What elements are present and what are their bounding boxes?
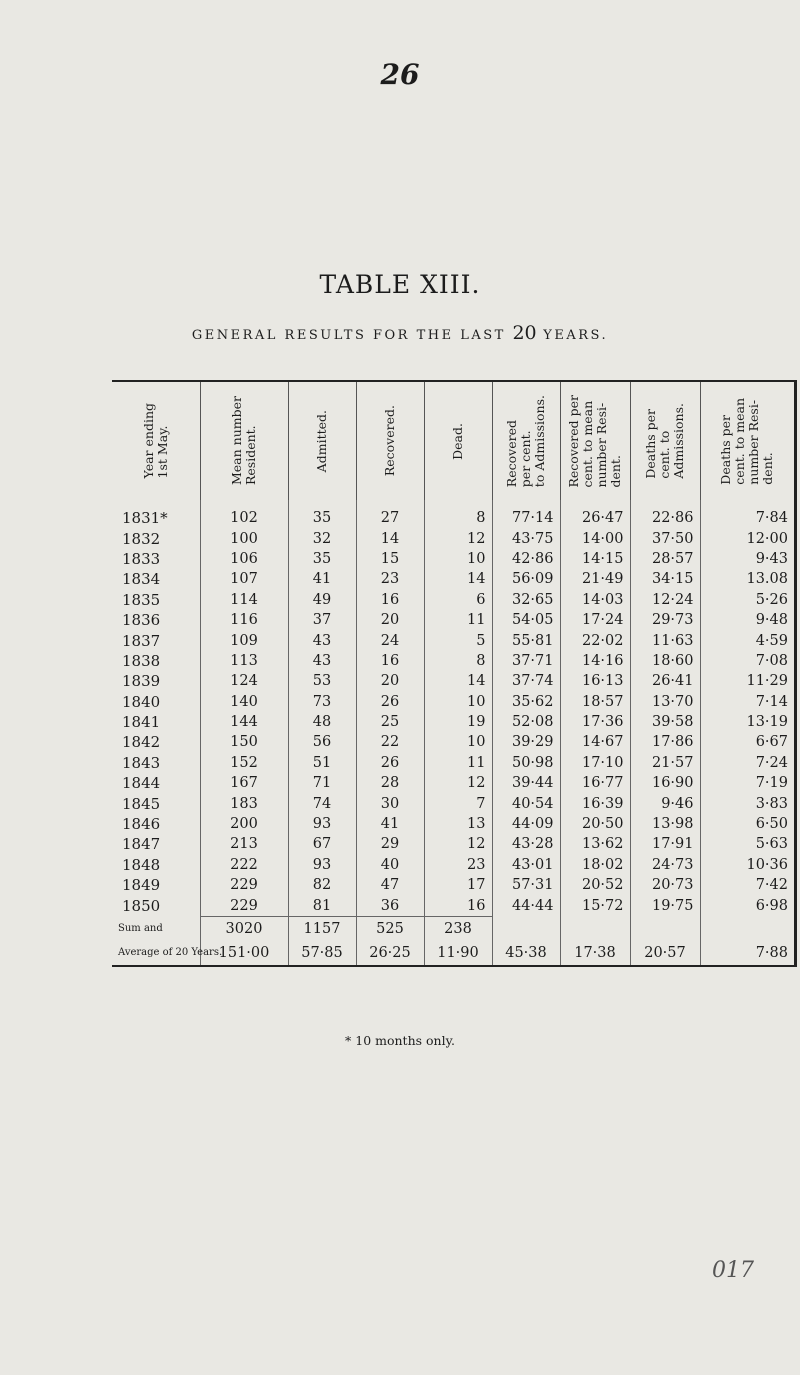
column-header: Recovered per cent. to mean number Resi- dent. xyxy=(560,382,630,500)
table-title: TABLE XIII. xyxy=(319,270,481,299)
year-cell: 1847 xyxy=(122,835,161,854)
value-cell: 73 xyxy=(288,692,356,712)
value-cell: 106 xyxy=(200,549,288,569)
value-cell: 20·50 xyxy=(560,814,630,834)
value-cell: 16·39 xyxy=(560,793,630,813)
value-cell: 35 xyxy=(288,549,356,569)
value-cell: 200 xyxy=(200,814,288,834)
value-cell: 25 xyxy=(356,712,424,732)
footnote: * 10 months only. xyxy=(345,1033,455,1048)
value-cell: 14·16 xyxy=(560,651,630,671)
value-cell: 93 xyxy=(288,814,356,834)
year-cell: 1842 xyxy=(122,733,161,752)
value-cell: 10 xyxy=(424,549,492,569)
value-cell: 71 xyxy=(288,773,356,793)
year-cell: 1849 xyxy=(122,876,161,895)
value-cell: 22·86 xyxy=(630,500,700,528)
value-cell: 29·73 xyxy=(630,610,700,630)
value-cell: 24·73 xyxy=(630,855,700,875)
handwritten-mark: 017 xyxy=(712,1258,754,1283)
value-cell: 19 xyxy=(424,712,492,732)
value-cell: 114 xyxy=(200,590,288,610)
value-cell: 56 xyxy=(288,732,356,752)
subtitle-prefix: GENERAL RESULTS FOR THE LAST xyxy=(191,328,506,343)
table-row xyxy=(112,875,794,895)
value-cell: 13·70 xyxy=(630,692,700,712)
value-cell: 9·43 xyxy=(700,549,794,569)
value-cell: 109 xyxy=(200,630,288,650)
value-cell: 107 xyxy=(200,569,288,589)
value-cell: 17·91 xyxy=(630,834,700,854)
value-cell: 81 xyxy=(288,895,356,916)
value-cell: 55·81 xyxy=(492,630,560,650)
value-cell: 7·84 xyxy=(700,500,794,528)
value-cell: 14·15 xyxy=(560,549,630,569)
value-cell: 74 xyxy=(288,793,356,813)
average-value: 151·00 xyxy=(200,941,288,965)
value-cell: 7·42 xyxy=(700,875,794,895)
value-cell: 6·67 xyxy=(700,732,794,752)
value-cell: 229 xyxy=(200,875,288,895)
year-cell: 1832 xyxy=(122,529,161,548)
year-cell: 1840 xyxy=(122,692,161,711)
table-row xyxy=(112,793,794,813)
value-cell: 13·98 xyxy=(630,814,700,834)
sum-value: 238 xyxy=(424,916,492,941)
table-row xyxy=(112,590,794,610)
column-header: Admitted. xyxy=(288,382,356,500)
value-cell: 222 xyxy=(200,855,288,875)
table-row xyxy=(112,692,794,712)
value-cell: 6·50 xyxy=(700,814,794,834)
average-value: 20·57 xyxy=(630,941,700,965)
value-cell: 26·47 xyxy=(560,500,630,528)
subtitle-suffix: YEARS. xyxy=(543,328,609,343)
value-cell: 29 xyxy=(356,834,424,854)
value-cell: 144 xyxy=(200,712,288,732)
value-cell: 37·50 xyxy=(630,528,700,548)
value-cell: 43·28 xyxy=(492,834,560,854)
value-cell: 8 xyxy=(424,500,492,528)
value-cell: 116 xyxy=(200,610,288,630)
value-cell: 50·98 xyxy=(492,753,560,773)
table-row xyxy=(112,630,794,650)
value-cell: 20·52 xyxy=(560,875,630,895)
year-cell: 1848 xyxy=(122,855,161,874)
table-row xyxy=(112,855,794,875)
value-cell: 13·62 xyxy=(560,834,630,854)
value-cell: 41 xyxy=(356,814,424,834)
value-cell: 35·62 xyxy=(492,692,560,712)
table-row xyxy=(112,814,794,834)
column-header: Mean number Resident. xyxy=(200,382,288,500)
table-row xyxy=(112,549,794,569)
value-cell: 16 xyxy=(356,651,424,671)
value-cell: 82 xyxy=(288,875,356,895)
value-cell: 14 xyxy=(424,569,492,589)
table-row xyxy=(112,732,794,752)
value-cell: 12·00 xyxy=(700,528,794,548)
value-cell: 4·59 xyxy=(700,630,794,650)
value-cell: 47 xyxy=(356,875,424,895)
value-cell: 12 xyxy=(424,773,492,793)
year-cell: 1833 xyxy=(122,549,161,568)
column-header: Dead. xyxy=(424,382,492,500)
table-row xyxy=(112,569,794,589)
value-cell: 11 xyxy=(424,610,492,630)
results-table-frame xyxy=(112,380,797,967)
value-cell: 12·24 xyxy=(630,590,700,610)
average-value: 57·85 xyxy=(288,941,356,965)
value-cell: 102 xyxy=(200,500,288,528)
value-cell: 14·67 xyxy=(560,732,630,752)
value-cell: 43·01 xyxy=(492,855,560,875)
value-cell: 12 xyxy=(424,834,492,854)
value-cell: 9·48 xyxy=(700,610,794,630)
value-cell: 52·08 xyxy=(492,712,560,732)
value-cell: 20·73 xyxy=(630,875,700,895)
value-cell: 3·83 xyxy=(700,793,794,813)
year-cell: 1837 xyxy=(122,631,161,650)
year-cell: 1836 xyxy=(122,611,161,630)
sum-value: 3020 xyxy=(200,916,288,941)
value-cell: 229 xyxy=(200,895,288,916)
average-value: 26·25 xyxy=(356,941,424,965)
table-row xyxy=(112,773,794,793)
table-row xyxy=(112,712,794,732)
average-value: 17·38 xyxy=(560,941,630,965)
value-cell: 40 xyxy=(356,855,424,875)
value-cell: 37·74 xyxy=(492,671,560,691)
value-cell: 9·46 xyxy=(630,793,700,813)
value-cell: 17·10 xyxy=(560,753,630,773)
year-cell: 1850 xyxy=(122,896,161,915)
value-cell: 28·57 xyxy=(630,549,700,569)
value-cell: 5·26 xyxy=(700,590,794,610)
sum-value: 525 xyxy=(356,916,424,941)
value-cell: 183 xyxy=(200,793,288,813)
value-cell: 43 xyxy=(288,651,356,671)
value-cell: 26 xyxy=(356,753,424,773)
value-cell: 14 xyxy=(356,528,424,548)
value-cell: 51 xyxy=(288,753,356,773)
value-cell: 18·02 xyxy=(560,855,630,875)
value-cell: 10 xyxy=(424,732,492,752)
value-cell: 100 xyxy=(200,528,288,548)
value-cell: 57·31 xyxy=(492,875,560,895)
average-row xyxy=(112,941,794,965)
value-cell: 213 xyxy=(200,834,288,854)
table-body xyxy=(112,500,794,916)
value-cell: 21·57 xyxy=(630,753,700,773)
results-table xyxy=(112,382,794,965)
value-cell: 18·57 xyxy=(560,692,630,712)
value-cell: 5 xyxy=(424,630,492,650)
column-header: Deaths per cent. to Admissions. xyxy=(630,382,700,500)
value-cell: 22 xyxy=(356,732,424,752)
year-cell: 1843 xyxy=(122,753,161,772)
value-cell: 39·58 xyxy=(630,712,700,732)
column-header: Year ending 1st May. xyxy=(140,403,170,479)
value-cell: 56·09 xyxy=(492,569,560,589)
value-cell: 140 xyxy=(200,692,288,712)
table-row xyxy=(112,610,794,630)
value-cell: 14·03 xyxy=(560,590,630,610)
average-value: 11·90 xyxy=(424,941,492,965)
table-row xyxy=(112,500,794,528)
value-cell: 39·44 xyxy=(492,773,560,793)
column-header: Deaths per cent. to mean number Resi- dent. xyxy=(700,382,794,500)
value-cell: 5·63 xyxy=(700,834,794,854)
value-cell: 12 xyxy=(424,528,492,548)
value-cell: 16·13 xyxy=(560,671,630,691)
value-cell: 16 xyxy=(424,895,492,916)
subtitle-number: 20 xyxy=(512,322,537,344)
value-cell: 16 xyxy=(356,590,424,610)
header-row xyxy=(112,382,794,500)
value-cell: 15·72 xyxy=(560,895,630,916)
year-cell: 1839 xyxy=(122,672,161,691)
page-number: 26 xyxy=(380,58,420,91)
value-cell: 167 xyxy=(200,773,288,793)
value-cell: 28 xyxy=(356,773,424,793)
year-cell: 1834 xyxy=(122,570,161,589)
table-subtitle xyxy=(0,322,800,344)
value-cell: 10 xyxy=(424,692,492,712)
value-cell: 150 xyxy=(200,732,288,752)
value-cell: 32 xyxy=(288,528,356,548)
table-row xyxy=(112,895,794,916)
year-cell: 1845 xyxy=(122,794,161,813)
table-row xyxy=(112,834,794,854)
year-cell: 1846 xyxy=(122,815,161,834)
value-cell: 17·36 xyxy=(560,712,630,732)
value-cell: 15 xyxy=(356,549,424,569)
year-cell: 1841 xyxy=(122,713,161,732)
table-row xyxy=(112,753,794,773)
value-cell: 7·24 xyxy=(700,753,794,773)
value-cell: 17 xyxy=(424,875,492,895)
value-cell: 19·75 xyxy=(630,895,700,916)
value-cell: 21·49 xyxy=(560,569,630,589)
value-cell: 44·09 xyxy=(492,814,560,834)
value-cell: 36 xyxy=(356,895,424,916)
sum-value: 1157 xyxy=(288,916,356,941)
value-cell: 30 xyxy=(356,793,424,813)
year-cell: 1835 xyxy=(122,590,161,609)
value-cell: 42·86 xyxy=(492,549,560,569)
value-cell: 6 xyxy=(424,590,492,610)
table-row xyxy=(112,651,794,671)
value-cell: 13·19 xyxy=(700,712,794,732)
value-cell: 11·29 xyxy=(700,671,794,691)
year-cell: 1831* xyxy=(122,509,168,528)
value-cell: 49 xyxy=(288,590,356,610)
value-cell: 20 xyxy=(356,610,424,630)
column-header: Recovered. xyxy=(356,382,424,500)
value-cell: 7·08 xyxy=(700,651,794,671)
value-cell: 37 xyxy=(288,610,356,630)
average-value: 45·38 xyxy=(492,941,560,965)
table-row xyxy=(112,671,794,691)
value-cell: 26 xyxy=(356,692,424,712)
value-cell: 7 xyxy=(424,793,492,813)
value-cell: 13 xyxy=(424,814,492,834)
value-cell: 93 xyxy=(288,855,356,875)
value-cell: 113 xyxy=(200,651,288,671)
value-cell: 39·29 xyxy=(492,732,560,752)
value-cell: 14·00 xyxy=(560,528,630,548)
value-cell: 32·65 xyxy=(492,590,560,610)
value-cell: 10·36 xyxy=(700,855,794,875)
value-cell: 27 xyxy=(356,500,424,528)
value-cell: 26·41 xyxy=(630,671,700,691)
column-header: Recovered per cent. to Admissions. xyxy=(492,382,560,500)
value-cell: 16·77 xyxy=(560,773,630,793)
value-cell: 24 xyxy=(356,630,424,650)
value-cell: 35 xyxy=(288,500,356,528)
value-cell: 13.08 xyxy=(700,569,794,589)
value-cell: 7·19 xyxy=(700,773,794,793)
average-value: 7·88 xyxy=(700,941,794,965)
value-cell: 7·14 xyxy=(700,692,794,712)
value-cell: 152 xyxy=(200,753,288,773)
sum-row xyxy=(112,916,794,941)
value-cell: 48 xyxy=(288,712,356,732)
average-label: Average of 20 Years. xyxy=(118,947,223,959)
year-cell: 1844 xyxy=(122,774,161,793)
value-cell: 23 xyxy=(356,569,424,589)
value-cell: 20 xyxy=(356,671,424,691)
value-cell: 8 xyxy=(424,651,492,671)
table-row xyxy=(112,528,794,548)
value-cell: 77·14 xyxy=(492,500,560,528)
value-cell: 23 xyxy=(424,855,492,875)
value-cell: 41 xyxy=(288,569,356,589)
value-cell: 18·60 xyxy=(630,651,700,671)
value-cell: 40·54 xyxy=(492,793,560,813)
value-cell: 14 xyxy=(424,671,492,691)
value-cell: 67 xyxy=(288,834,356,854)
value-cell: 17·24 xyxy=(560,610,630,630)
value-cell: 43·75 xyxy=(492,528,560,548)
value-cell: 44·44 xyxy=(492,895,560,916)
value-cell: 22·02 xyxy=(560,630,630,650)
value-cell: 11·63 xyxy=(630,630,700,650)
value-cell: 6·98 xyxy=(700,895,794,916)
year-cell: 1838 xyxy=(122,651,161,670)
value-cell: 43 xyxy=(288,630,356,650)
value-cell: 11 xyxy=(424,753,492,773)
value-cell: 17·86 xyxy=(630,732,700,752)
value-cell: 124 xyxy=(200,671,288,691)
value-cell: 53 xyxy=(288,671,356,691)
sum-label: Sum and xyxy=(118,923,163,935)
value-cell: 16·90 xyxy=(630,773,700,793)
value-cell: 37·71 xyxy=(492,651,560,671)
value-cell: 54·05 xyxy=(492,610,560,630)
value-cell: 34·15 xyxy=(630,569,700,589)
